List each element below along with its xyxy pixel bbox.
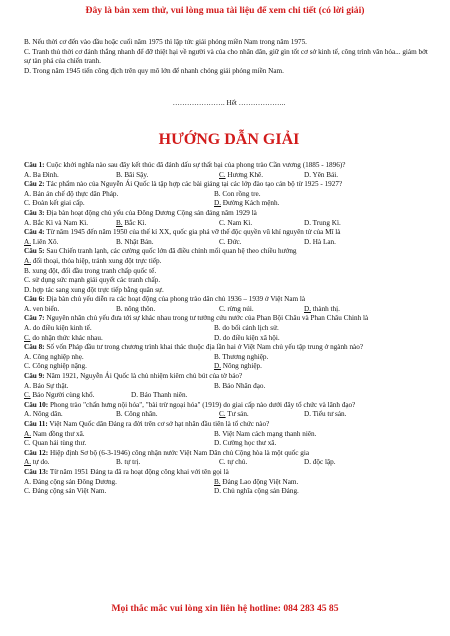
options-row [24, 439, 434, 449]
hotline-footer: Mọi thắc mắc vui lòng xin liên hệ hotline: 084 283 45 85 [111, 603, 339, 614]
option-a: A. Ba Đình. [24, 170, 59, 179]
answer-letter: A. [24, 237, 31, 246]
prev-option-c: C. Tranh thủ thời cơ đánh thắng nhanh để đỡ thiệt hại về người và của cho nhân dân, giữ gìn tốt cơ sở kinh tế, công trình văn hóa... giảm bớt sự tàn phá của chiến tranh. [24, 47, 428, 66]
option-d: D. Báo Thanh niên. [131, 391, 188, 400]
answer-letter: D. [304, 304, 311, 313]
option-text: Bắc Kì. [122, 218, 147, 227]
option-d: D. Tiểu tư sản. [304, 410, 347, 419]
answer-letter: D. [214, 199, 221, 208]
question-text: Sau Chiến tranh lạnh, các cường quốc lớn đã điều chỉnh mối quan hệ theo chiều hướng [44, 247, 297, 256]
question-1 [24, 161, 434, 171]
option-c-correct [219, 171, 304, 181]
option-d-correct [214, 362, 262, 372]
answer-letter: B. [116, 218, 123, 227]
question-6 [24, 295, 434, 305]
options-row [24, 219, 434, 229]
option-text: thành thị. [311, 304, 340, 313]
question-3 [24, 209, 434, 219]
question-9 [24, 372, 434, 382]
option-a: A. Báo Sự thật. [24, 381, 69, 390]
option-text: Nông nghiệp. [221, 362, 262, 371]
question-text: Địa bàn hoạt động chủ yếu của Đông Dương Cộng sản đảng năm 1929 là [44, 208, 257, 217]
option-a: A. Bắc Kì và Nam Kì. [24, 218, 89, 227]
options-row [24, 458, 434, 468]
answer-letter: A. [24, 429, 31, 438]
question-10 [24, 401, 434, 411]
question-number: Câu 6: [24, 295, 45, 304]
option-c: C. Quan hải tùng thư. [24, 439, 87, 448]
option-a-correct [24, 458, 116, 468]
option-b: B. Nhật Bản. [116, 237, 154, 246]
question-2 [24, 180, 434, 190]
options-row [24, 238, 434, 248]
options-row [24, 190, 434, 200]
options-row [24, 478, 434, 488]
question-text: Hiệp định Sơ bộ (6-3-1946) công nhận nước Việt Nam Dân chủ Cộng hòa là một quốc gia [48, 448, 310, 457]
options-row [24, 199, 434, 209]
question-text: Số vốn Pháp đầu tư trong chương trình khai thác thuộc địa lần hai ở Việt Nam chủ yếu tập trung ở ngành nào? [44, 343, 364, 352]
question-8 [24, 343, 434, 353]
answer-letter: C. [219, 410, 226, 419]
question-12 [24, 449, 434, 459]
option-text: Đảng Lao động Việt Nam. [220, 477, 299, 486]
option-b: B. tự trị. [116, 458, 141, 467]
option-text: Đường Kách mệnh. [221, 199, 280, 208]
question-number: Câu 4: [24, 228, 45, 237]
options-row [24, 410, 434, 420]
answer-letter: C. [24, 333, 31, 342]
option-d-correct [214, 199, 279, 209]
question-number: Câu 10: [24, 400, 49, 409]
options-row [24, 430, 434, 440]
options-row [24, 391, 434, 401]
option-c: C. Đoàn kết giai cấp. [24, 199, 85, 208]
option-c: C. sử dụng sức mạnh giải quyết các tranh chấp. [24, 276, 161, 285]
option-c-correct [24, 334, 214, 344]
prev-option-b: B. Nếu thời cơ đến vào đầu hoặc cuối năm 1975 thì lập tức giải phóng miền Nam trong năm 1975. [24, 38, 307, 46]
options-row [24, 305, 434, 315]
option-b: B. Bãi Sậy. [116, 170, 149, 179]
option-a: A. Đảng cộng sản Đông Dương. [24, 477, 117, 486]
option-c: C. Đức. [219, 237, 242, 246]
option-b: B. Báo Nhân đạo. [214, 381, 266, 390]
question-text: Nguyên nhân chủ yếu đưa tới sự khác nhau trong tư tưởng cứu nước của Phan Bội Châu và Phan Châu Chinh là [44, 314, 369, 323]
option-b: B. nông thôn. [116, 304, 156, 313]
option-c-correct [24, 391, 131, 401]
question-text: Phong trào "chấn hưng nội hóa", "bài trừ ngoại hóa" (1919) do giai cấp nào dưới đây tổ chức và lãnh đạo? [48, 400, 356, 409]
option-d: D. Yên Bái. [304, 170, 339, 179]
option-d: D. hợp tác sang xung đột trực tiếp bằng quân sự. [24, 285, 164, 294]
option-b: B. Con rồng tre. [214, 189, 261, 198]
option-d: D. Cường học thư xã. [214, 439, 277, 448]
question-text: Địa bàn chủ yếu diễn ra các hoạt động của phong trào dân chủ 1936 – 1939 ở Việt Nam là [44, 295, 306, 304]
option-b: B. xung đột, đối đầu trong tranh chấp quốc tế. [24, 266, 157, 275]
option-c-correct [219, 410, 304, 420]
question-text: Năm 1921, Nguyễn Ái Quốc là chủ nhiệm kiêm chủ bút của tờ báo? [44, 372, 243, 381]
question-text: Từ năm 1945 đến năm 1950 của thế kỉ XX, quốc gia phá vỡ thế độc quyền vũ khí nguyên tử của Mĩ là [44, 228, 341, 237]
option-b-correct [116, 219, 219, 229]
question-11 [24, 420, 434, 430]
answer-letter: C. [219, 170, 226, 179]
option-a-correct [24, 257, 434, 267]
option-text: do nhận thức khác nhau. [30, 333, 103, 342]
option-text: đối thoại, thỏa hiệp, tránh xung đột trực tiếp. [31, 256, 162, 265]
answer-letter: B. [214, 477, 221, 486]
option-d: D. Hà Lan. [304, 237, 336, 246]
question-number: Câu 13: [24, 467, 49, 476]
option-b: B. Việt Nam cách mạng thanh niên. [214, 429, 317, 438]
question-4 [24, 228, 434, 238]
option-text: Hương Khê. [225, 170, 264, 179]
option-a: A. do điều kiện kinh tế. [24, 324, 92, 333]
end-marker: …………………. Hết ……………….. [172, 99, 286, 108]
answer-letter: A. [24, 256, 31, 265]
options-row [24, 487, 434, 497]
options-row [24, 171, 434, 181]
question-number: Câu 11: [24, 420, 48, 428]
options-row [24, 382, 434, 392]
option-a: A. Nông dân. [24, 410, 63, 419]
question-number: Câu 8: [24, 343, 45, 352]
option-a: A. ven biển. [24, 304, 60, 313]
option-text: Tư sản. [225, 410, 249, 419]
answer-letter: A. [24, 458, 31, 467]
option-d-correct [304, 305, 340, 315]
option-text: Nam đồng thư xã. [31, 429, 85, 438]
question-number: Câu 12: [24, 448, 49, 457]
option-a-correct [24, 430, 214, 440]
question-number: Câu 3: [24, 208, 45, 217]
option-text: tự do. [31, 458, 50, 467]
option-a: A. Bản án chế độ thực dân Pháp. [24, 189, 119, 198]
option-b-correct [214, 478, 298, 488]
question-text: Việt Nam Quốc dân Đảng ra đời trên cơ sở hạt nhân đầu tiên là tổ chức nào? [47, 420, 270, 428]
option-b: B. Công nhân. [116, 410, 158, 419]
answer-letter: C. [24, 391, 31, 400]
document-body [24, 38, 434, 497]
answer-heading: HƯỚNG DẪN GIẢI [158, 130, 300, 148]
question-5 [24, 247, 434, 257]
option-a-correct [24, 238, 116, 248]
options-row [24, 324, 434, 334]
option-d: D. do điều kiện xã hội. [214, 333, 280, 342]
question-number: Câu 7: [24, 314, 45, 323]
prev-option-d: D. Trong năm 1945 tiến công địch trên quy mô lớn để nhanh chóng giải phóng miền Nam. [24, 66, 284, 75]
options-row [24, 334, 434, 344]
option-b: B. Thương nghiệp. [214, 352, 269, 361]
question-text: Tác phẩm nào của Nguyễn Ái Quốc là tập hợp các bài giảng tại các lớp đào tạo cán bộ từ 1925 - 1927? [44, 180, 343, 189]
option-d: D. độc lập. [304, 458, 336, 467]
option-c: C. tự chủ. [219, 458, 248, 467]
question-7 [24, 314, 434, 324]
preview-banner: Đây là bản xem thử, vui lòng mua tài liệu để xem chi tiết (có lời giải) [85, 5, 365, 16]
question-text: Từ năm 1951 Đảng ta đã ra hoạt động công khai với tên gọi là [48, 467, 229, 476]
question-number: Câu 1: [24, 160, 45, 169]
option-c: C. Công nghiệp nặng. [24, 362, 87, 371]
option-text: Liên Xô. [31, 237, 59, 246]
question-number: Câu 9: [24, 372, 45, 381]
option-d: D. Trung Kì. [304, 218, 341, 227]
option-c: C. rừng núi. [219, 304, 254, 313]
answer-letter: D. [214, 362, 221, 371]
option-d: D. Chủ nghĩa cộng sản Đảng. [214, 487, 299, 496]
question-number: Câu 5: [24, 247, 45, 256]
question-number: Câu 2: [24, 180, 45, 189]
options-row [24, 362, 434, 372]
question-text: Cuộc khởi nghĩa nào sau đây kết thúc đã đánh dấu sự thất bại của phong trào Cần vương (1885 - 1896)? [44, 160, 346, 169]
option-a: A. Công nghiệp nhẹ. [24, 352, 84, 361]
option-b: B. do bối cảnh lịch sử. [214, 324, 279, 333]
option-text: Báo Người cùng khổ. [30, 391, 95, 400]
option-c: C. Nam Kì. [219, 218, 253, 227]
option-c: C. Đảng cộng sản Việt Nam. [24, 487, 107, 496]
question-13 [24, 468, 434, 478]
options-row [24, 353, 434, 363]
